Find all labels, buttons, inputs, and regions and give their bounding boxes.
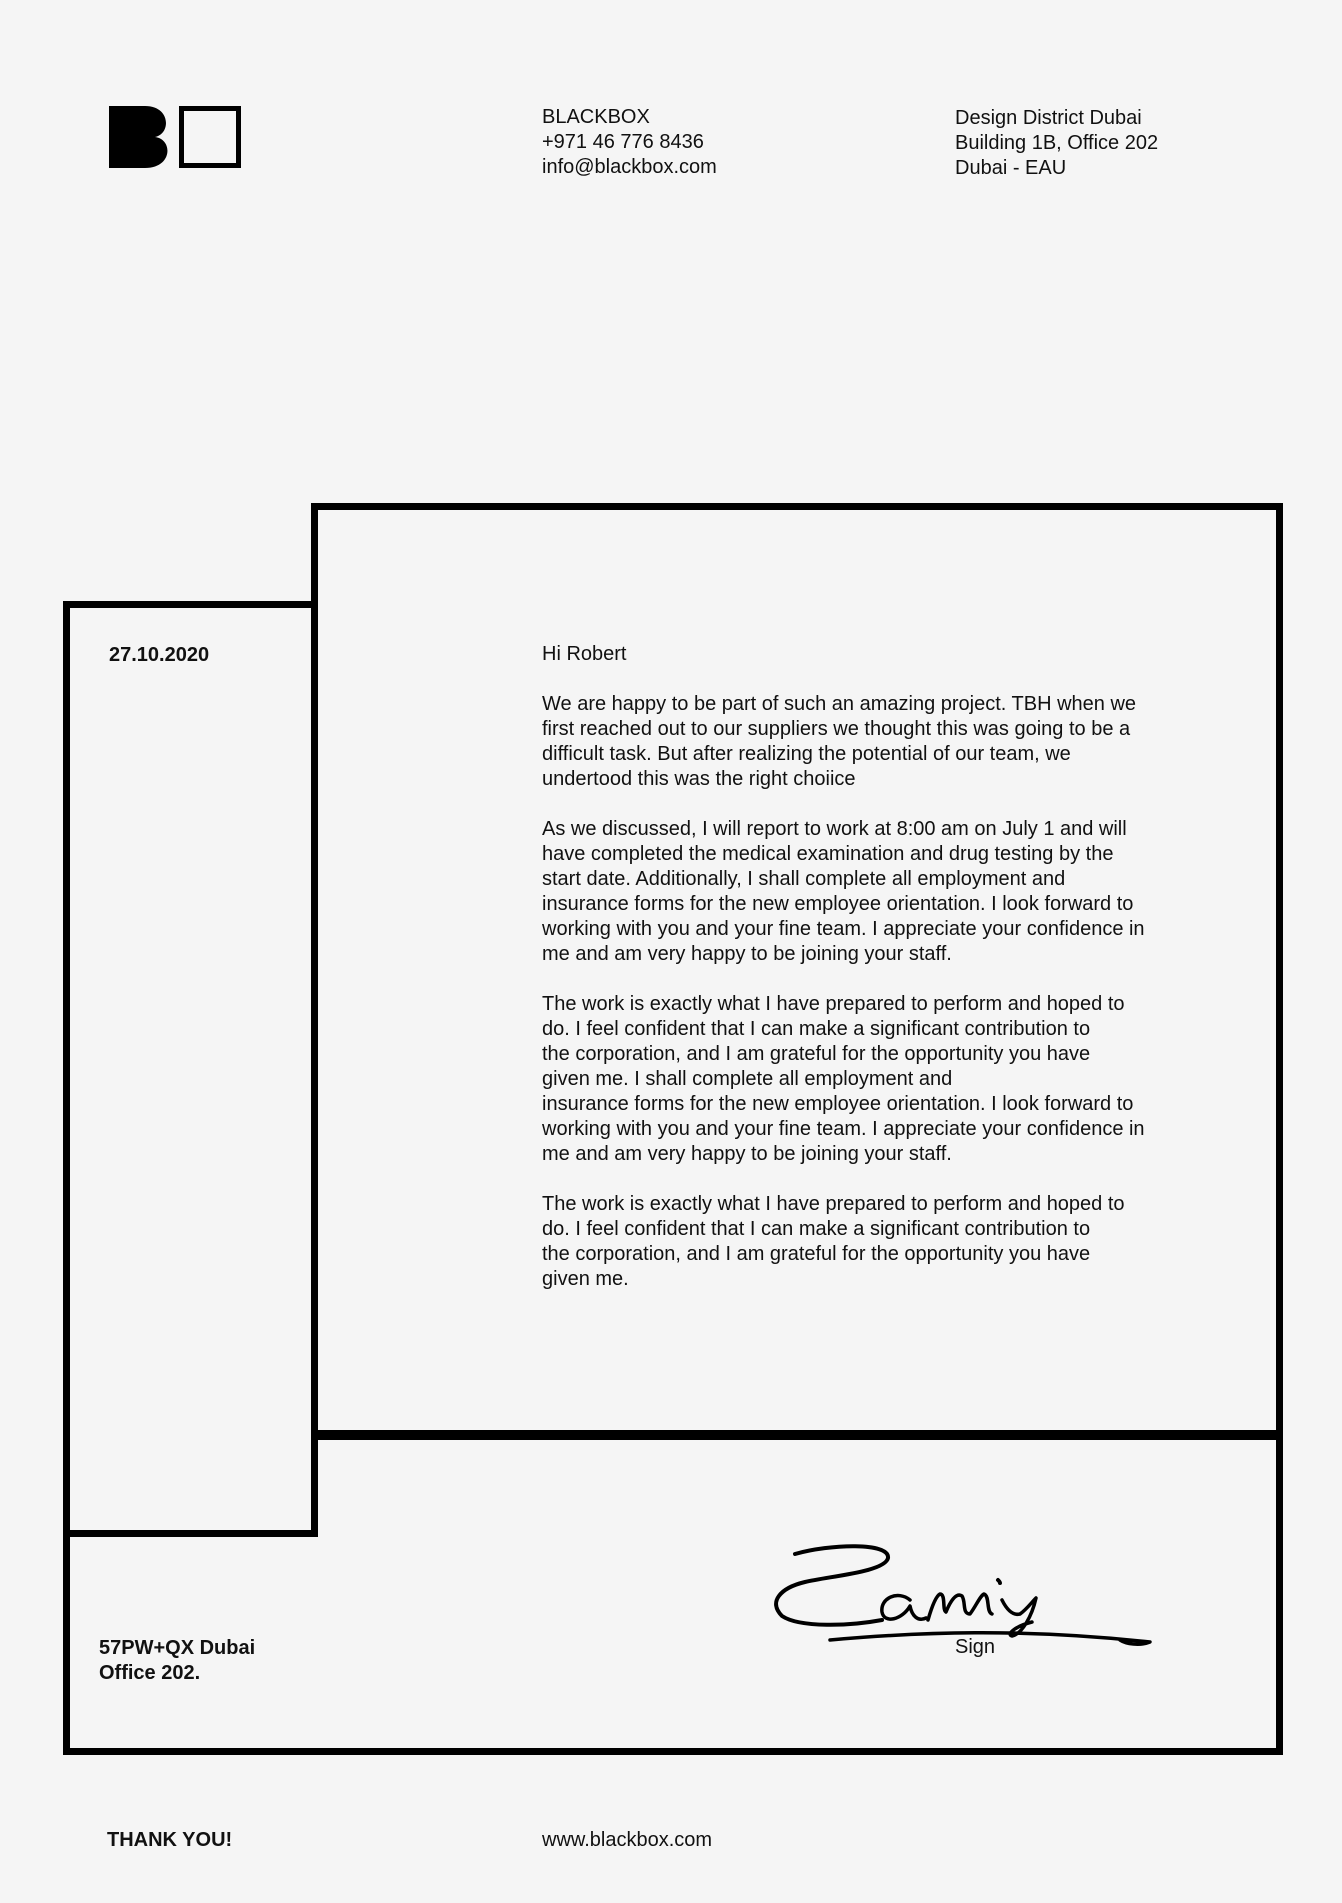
company-email[interactable]: info@blackbox.com bbox=[542, 156, 717, 178]
paragraph-line: difficult task. But after realizing the potential of our team, we bbox=[542, 743, 1071, 765]
paragraph-line: do. I feel confident that I can make a significant contribution to bbox=[542, 1218, 1091, 1240]
paragraph-line: insurance forms for the new employee orientation. I look forward to bbox=[542, 1093, 1134, 1115]
paragraph-line: given me. I shall complete all employment and bbox=[542, 1068, 953, 1090]
paragraph-line: the corporation, and I am grateful for the opportunity you have bbox=[542, 1243, 1091, 1265]
paragraph-line: do. I feel confident that I can make a significant contribution to bbox=[542, 1018, 1091, 1040]
company-phone[interactable]: +971 46 776 8436 bbox=[542, 131, 704, 153]
paragraph-line: undertood this was the right choiice bbox=[542, 768, 856, 790]
paragraph-line: have completed the medical examination and drug testing by the bbox=[542, 843, 1114, 865]
paragraph-line: given me. bbox=[542, 1268, 629, 1290]
paragraph-line: me and am very happy to be joining your staff. bbox=[542, 1143, 952, 1165]
footer-frame-top bbox=[311, 1430, 1283, 1437]
paragraph-line: working with you and your fine team. I appreciate your confidence in bbox=[542, 918, 1145, 940]
office-address-line: 57PW+QX Dubai bbox=[99, 1637, 256, 1659]
letter-date: 27.10.2020 bbox=[109, 644, 210, 666]
paragraph-line: We are happy to be part of such an amazing project. TBH when we bbox=[542, 693, 1137, 715]
paragraph-line: The work is exactly what I have prepared to perform and hoped to bbox=[542, 1193, 1125, 1215]
thank-you-text: THANK YOU! bbox=[107, 1829, 233, 1851]
sign-label: Sign bbox=[955, 1636, 996, 1658]
paragraph-line: me and am very happy to be joining your staff. bbox=[542, 943, 952, 965]
paragraph-line: start date. Additionally, I shall complete all employment and bbox=[542, 868, 1066, 890]
paragraph-line: first reached out to our suppliers we thought this was going to be a bbox=[542, 718, 1131, 740]
letter-paragraph bbox=[542, 1192, 1202, 1292]
paragraph-line: The work is exactly what I have prepared to perform and hoped to bbox=[542, 993, 1125, 1015]
company-name: BLACKBOX bbox=[542, 106, 650, 128]
office-address-line: Office 202. bbox=[99, 1662, 201, 1684]
letter-greeting: Hi Robert bbox=[542, 643, 627, 665]
paragraph-line: working with you and your fine team. I appreciate your confidence in bbox=[542, 1118, 1145, 1140]
paragraph-line: the corporation, and I am grateful for the opportunity you have bbox=[542, 1043, 1091, 1065]
paragraph-line: As we discussed, I will report to work at 8:00 am on July 1 and will bbox=[542, 818, 1127, 840]
website-link[interactable]: www.blackbox.com bbox=[542, 1829, 713, 1851]
company-address bbox=[955, 106, 1158, 181]
address-line: Dubai - EAU bbox=[955, 157, 1067, 179]
blackbox-logo-icon bbox=[109, 106, 241, 168]
signature-icon bbox=[770, 1536, 1155, 1648]
office-address bbox=[99, 1636, 255, 1686]
letter-paragraph bbox=[542, 817, 1202, 967]
address-line: Building 1B, Office 202 bbox=[955, 132, 1159, 154]
paragraph-line: insurance forms for the new employee orientation. I look forward to bbox=[542, 893, 1134, 915]
letter-paragraph bbox=[542, 692, 1202, 792]
company-contact bbox=[542, 105, 717, 180]
letter-paragraph bbox=[542, 992, 1202, 1167]
date-column-frame bbox=[63, 601, 318, 1537]
address-line: Design District Dubai bbox=[955, 107, 1142, 129]
letter-body bbox=[542, 642, 1202, 1317]
footer-frame-left bbox=[63, 1530, 70, 1755]
